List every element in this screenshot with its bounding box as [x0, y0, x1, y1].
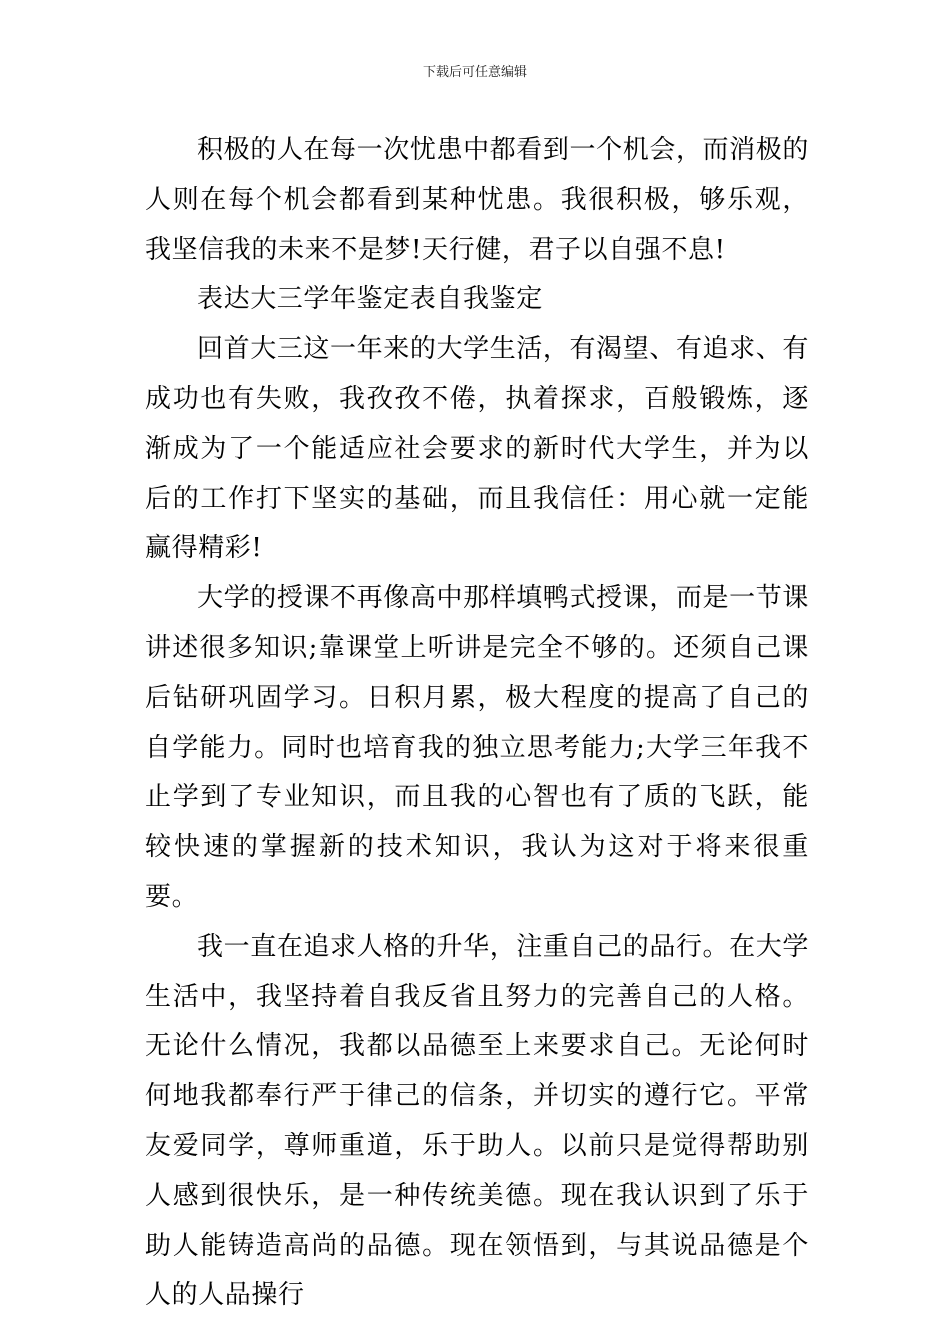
document-body [145, 126, 809, 1321]
paragraph-university-study: 大学的授课不再像高中那样填鸭式授课，而是一节课讲述很多知识;靠课堂上听讲是完全不够的。还须自己课后钻研巩固学习。日积月累，极大程度的提高了自己的自学能力。同时也培育我的独立思考能力;大学三年我不止学到了专业知识，而且我的心智也有了质的飞跃，能较快速的掌握新的技术知识，我认为这对于将来很重要。 [145, 583, 809, 912]
section-heading: 表达大三学年鉴定表自我鉴定 [197, 284, 543, 315]
paragraph-looking-back: 回首大三这一年来的大学生活，有渴望、有追求、有成功也有失败，我孜孜不倦，执着探求，百般锻炼，逐渐成为了一个能适应社会要求的新时代大学生，并为以后的工作打下坚实的基础，而且我信任：用心就一定能赢得精彩! [145, 334, 809, 564]
paragraph-optimism: 积极的人在每一次忧患中都看到一个机会，而消极的人则在每个机会都看到某种忧患。我很积极，够乐观，我坚信我的未来不是梦!天行健，君子以自强不息! [145, 135, 809, 265]
page-header: 下载后可任意编辑 [422, 65, 527, 80]
paragraph-character: 我一直在追求人格的升华，注重自己的品行。在大学生活中，我坚持着自我反省且努力的完善自己的人格。无论什么情况，我都以品德至上来要求自己。无论何时何地我都奉行严于律己的信条，并切实的遵行它。平常友爱同学，尊师重道，乐于助人。以前只是觉得帮助别人感到很快乐，是一种传统美德。现在我认识到了乐于助人能铸造高尚的品德。现在领悟到，与其说品德是个人的人品操行 [145, 931, 809, 1311]
